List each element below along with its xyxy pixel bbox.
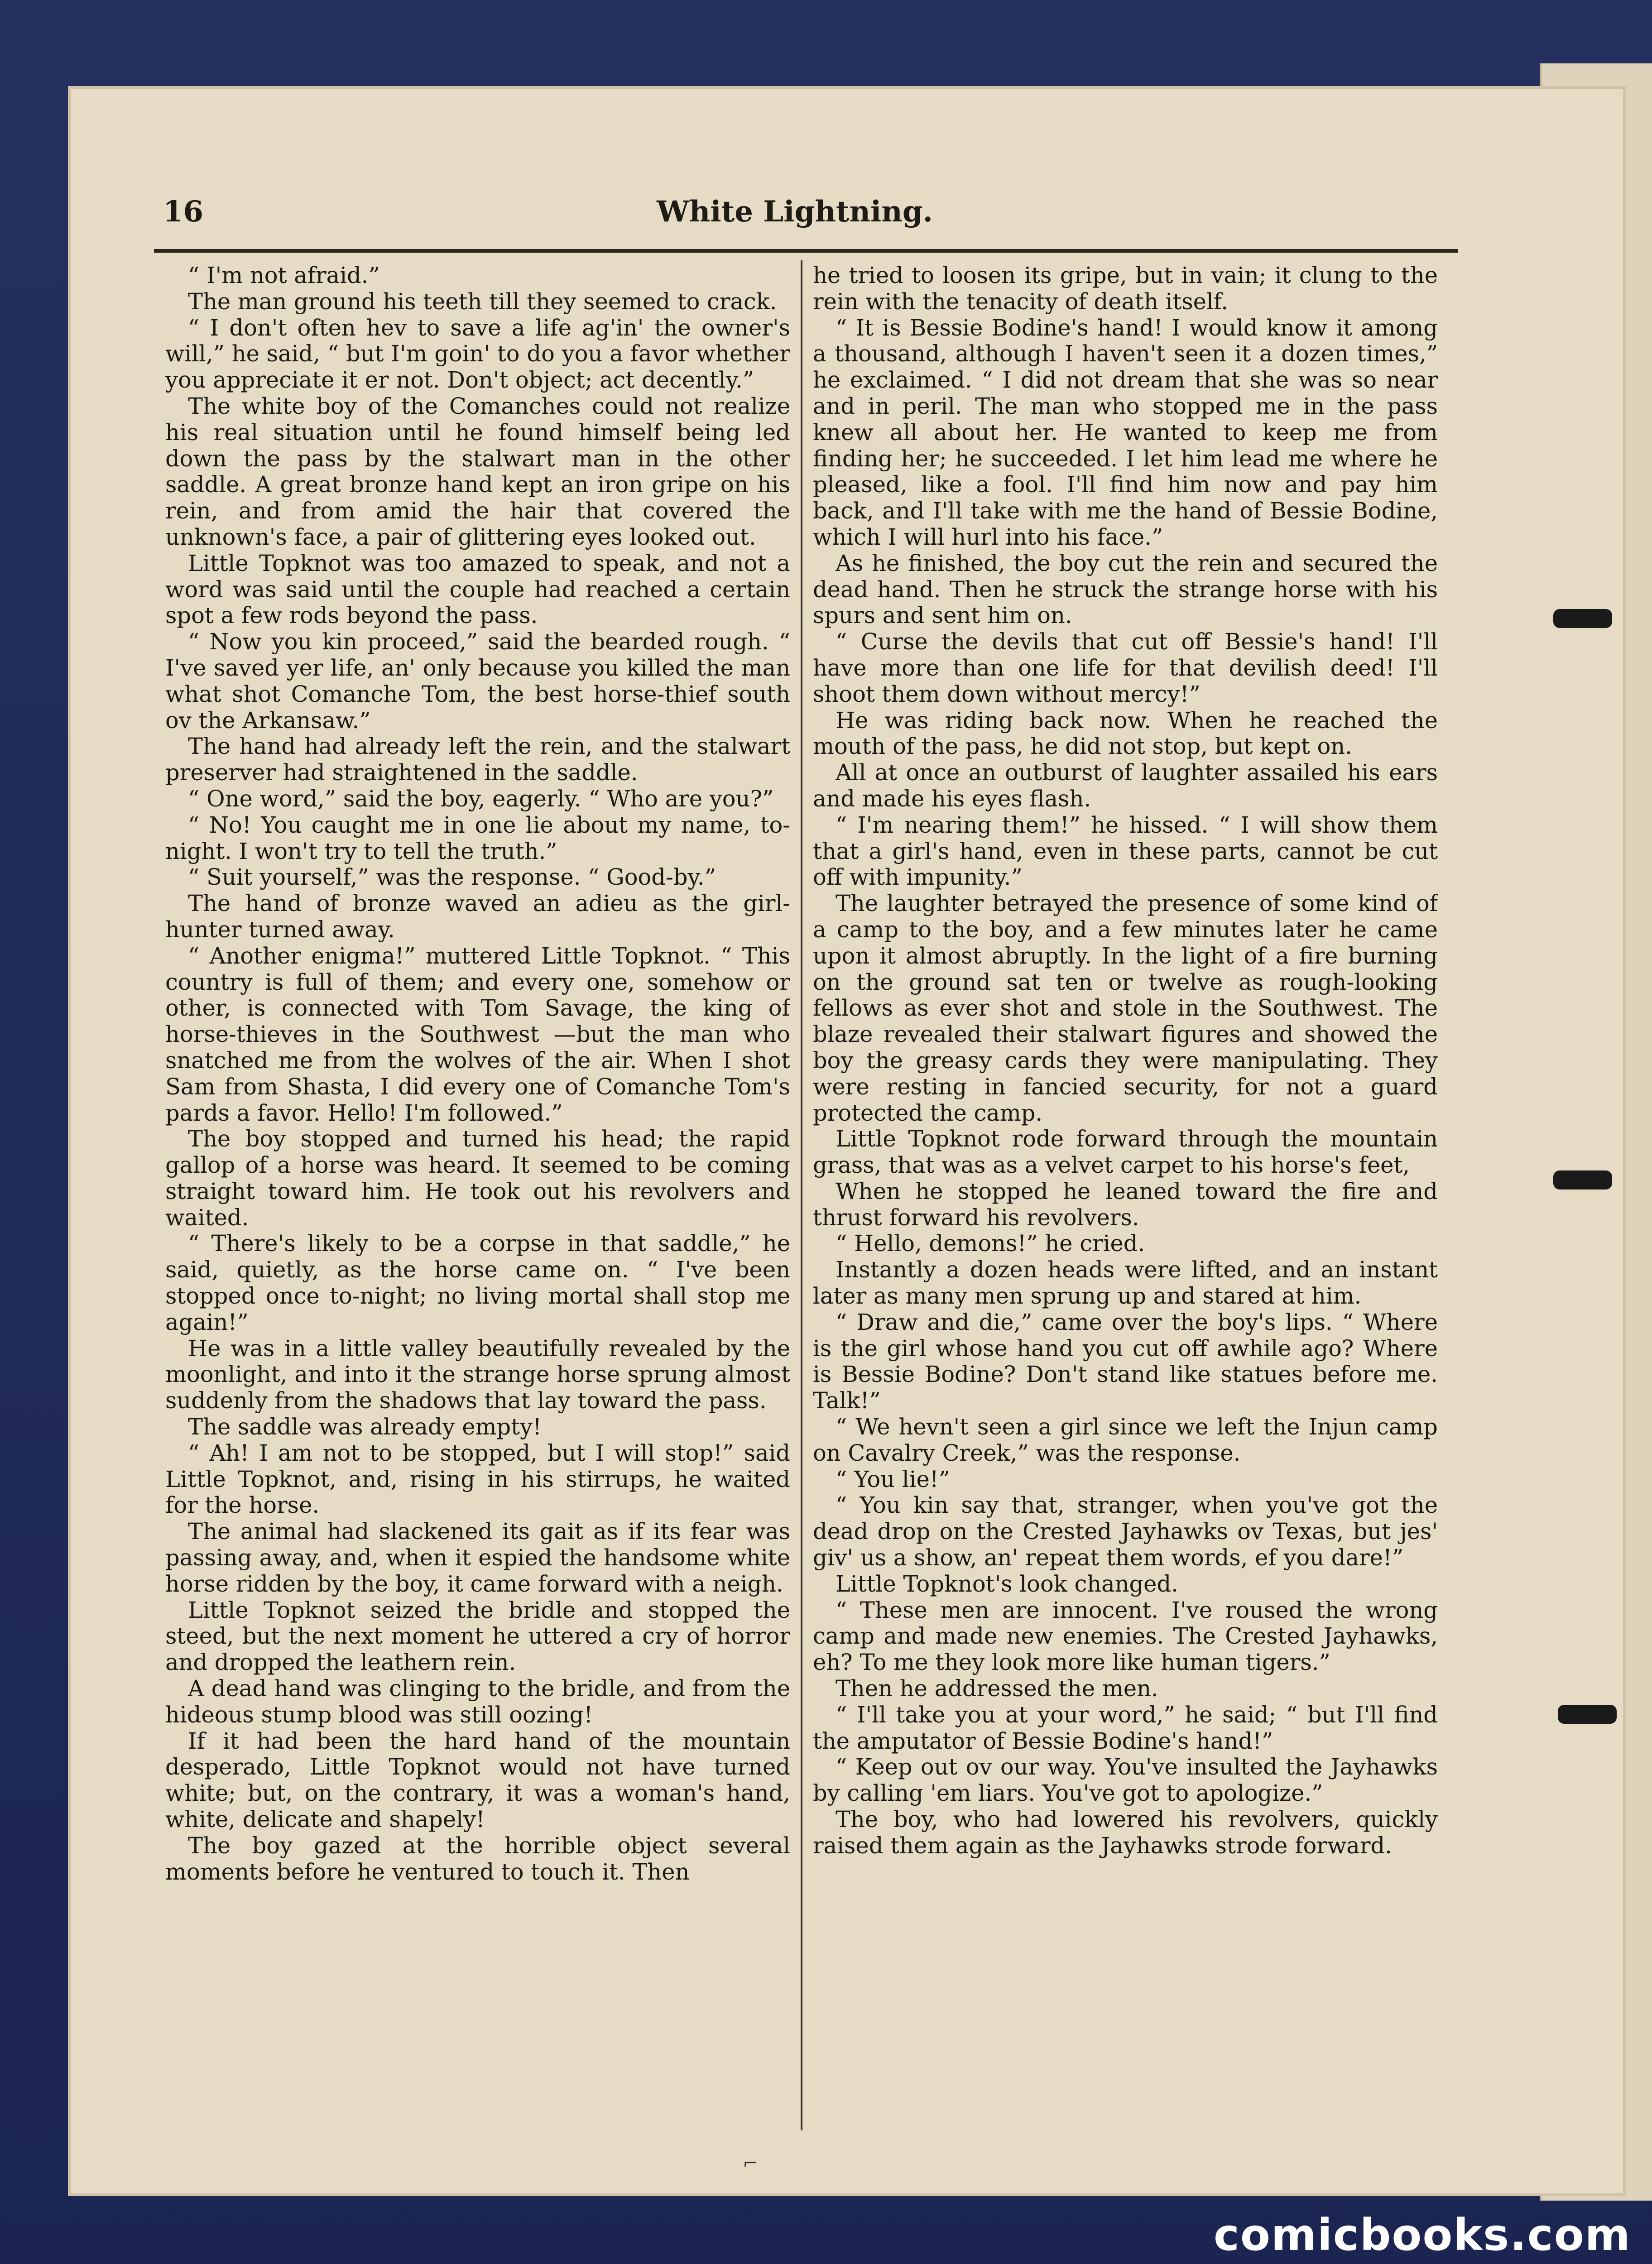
footer-ornament: ⌐ bbox=[743, 2153, 758, 2174]
binding-stitch-mark bbox=[1558, 1705, 1617, 1724]
paragraph: Little Topknot seized the bridle and stopped the steed, but the next moment he uttered a cry of horror and dropped the leathern rein. bbox=[165, 1597, 790, 1676]
paragraph: “ There's likely to be a corpse in that saddle,” he said, quietly, as the horse came on. “ I've been stopped once to-night; no living mortal shall stop me again!” bbox=[165, 1230, 790, 1335]
paragraph: “ I'll take you at your word,” he said; “ but I'll find the amputator of Bessie Bodine's hand!” bbox=[813, 1701, 1438, 1754]
page-header bbox=[91, 186, 1463, 245]
page-number: 16 bbox=[163, 195, 204, 229]
paragraph: When he stopped he leaned toward the fire and thrust forward his revolvers. bbox=[813, 1178, 1438, 1231]
column-divider bbox=[801, 260, 802, 2130]
paragraph: Little Topknot was too amazed to speak, and not a word was said until the couple had reached a certain spot a few rods beyond the pass. bbox=[165, 550, 790, 629]
paragraph: “ It is Bessie Bodine's hand! I would know it among a thousand, although I haven't seen it a dozen times,” he exclaimed. “ I did not dream that she was so near and in peril. The man who stopped me in the pass knew all about her. He wanted to keep me from finding her; he succeeded. I let him lead me where he pleased, like a fool. I'll find him now and pay him back, and I'll take with me the hand of Bessie Bodine, which I will hurl into his face.” bbox=[813, 314, 1438, 550]
paragraph: He was in a little valley beautifully revealed by the moonlight, and into it the strange horse sprung almost suddenly from the shadows that lay toward the pass. bbox=[165, 1335, 790, 1414]
paragraph: “ I'm not afraid.” bbox=[188, 263, 380, 288]
paragraph: All at once an outburst of laughter assailed his ears and made his eyes flash. bbox=[813, 759, 1438, 812]
paragraph: “ Hello, demons!” he cried. bbox=[836, 1230, 1145, 1257]
paragraph: The boy, who had lowered his revolvers, quickly raised them again as the Jayhawks strode forward. bbox=[813, 1806, 1438, 1859]
paragraph: The animal had slackened its gait as if its fear was passing away, and, when it espied the handsome white horse ridden by the boy, it came forward with a neigh. bbox=[165, 1518, 790, 1597]
paragraph: The saddle was already empty! bbox=[188, 1414, 542, 1440]
header-rule bbox=[154, 249, 1458, 253]
paragraph: As he finished, the boy cut the rein and secured the dead hand. Then he struck the strange horse with his spurs and sent him on. bbox=[813, 550, 1438, 629]
paragraph: The boy stopped and turned his head; the rapid gallop of a horse was heard. It seemed to be coming straight toward him. He took out his revolvers and waited. bbox=[165, 1126, 790, 1231]
paragraph: “ You lie!” bbox=[836, 1466, 950, 1492]
paragraph: “ These men are innocent. I've roused the wrong camp and made new enemies. The Crested Jayhawks, eh? To me they look more like human tigers.” bbox=[813, 1597, 1438, 1676]
binding-stitch-mark bbox=[1553, 609, 1612, 628]
running-title: White Lightning. bbox=[657, 195, 933, 229]
paragraph: The man ground his teeth till they seemed to crack. bbox=[188, 288, 777, 315]
paragraph: he tried to loosen its gripe, but in vain; it clung to the rein with the tenacity of death itself. bbox=[813, 263, 1438, 315]
paragraph: Little Topknot rode forward through the mountain grass, that was as a velvet carpet to his horse's feet, bbox=[813, 1126, 1438, 1179]
binding-stitch-mark bbox=[1553, 1170, 1612, 1190]
paragraph: Then he addressed the men. bbox=[836, 1675, 1158, 1702]
paragraph: A dead hand was clinging to the bridle, and from the hideous stump blood was still oozing! bbox=[165, 1675, 790, 1728]
paragraph: The white boy of the Comanches could not realize his real situation until he found himself being led down the pass by the stalwart man in the other saddle. A great bronze hand kept an iron gripe on his rein, and from amid the hair that covered the unknown's face, a pair of glittering eyes looked out. bbox=[165, 393, 790, 550]
paragraph: “ I don't often hev to save a life ag'in' the owner's will,” he said, “ but I'm goin' to do you a favor whether you appreciate it er not. Don't object; act decently.” bbox=[165, 314, 790, 393]
paragraph: “ We hevn't seen a girl since we left the Injun camp on Cavalry Creek,” was the response. bbox=[813, 1414, 1438, 1466]
paragraph: The hand had already left the rein, and the stalwart preserver had straightened in the saddle. bbox=[165, 733, 790, 786]
paragraph: “ No! You caught me in one lie about my name, to-night. I won't try to tell the truth.” bbox=[165, 811, 790, 864]
paragraph: “ Suit yourself,” was the response. “ Good-by.” bbox=[188, 864, 716, 891]
paragraph: “ Another enigma!” muttered Little Topknot. “ This country is full of them; and every one, somehow or other, is connected with Tom Savage, the king of horse-thieves in the Southwest —but the man who snatched me from the wolves of the air. When I shot Sam from Shasta, I did every one of Comanche Tom's pards a favor. Hello! I'm followed.” bbox=[165, 942, 790, 1126]
paragraph: Instantly a dozen heads were lifted, and an instant later as many men sprung up and stared at him. bbox=[813, 1257, 1438, 1309]
paragraph: “ Ah! I am not to be stopped, but I will stop!” said Little Topknot, and, rising in his stirrups, he waited for the horse. bbox=[165, 1439, 790, 1519]
paragraph: The laughter betrayed the presence of some kind of a camp to the boy, and a few minutes later he came upon it almost abruptly. In the light of a fire burning on the ground sat ten or twelve as rough-looking fellows as ever shot and stole in the Southwest. The blaze revealed their stalwart figures and showed the boy the greasy cards they were manipulating. They were resting in fancied security, for not a guard protected the camp. bbox=[813, 890, 1438, 1126]
paragraph: If it had been the hard hand of the mountain desperado, Little Topknot would not have turned white; but, on the contrary, it was a woman's hand, white, delicate and shapely! bbox=[165, 1727, 790, 1833]
paragraph: Little Topknot's look changed. bbox=[836, 1570, 1178, 1597]
paragraph: The hand of bronze waved an adieu as the girl-hunter turned away. bbox=[165, 890, 790, 943]
paragraph: He was riding back now. When he reached the mouth of the pass, he did not stop, but kept on. bbox=[813, 707, 1438, 760]
paragraph: “ Draw and die,” came over the boy's lips. “ Where is the girl whose hand you cut off awhile ago? Where is Bessie Bodine? Don't stand like statues before me. Talk!” bbox=[813, 1309, 1438, 1414]
paragraph: “ Curse the devils that cut off Bessie's hand! I'll have more than one life for that devilish deed! I'll shoot them down without mercy!” bbox=[813, 628, 1438, 707]
left-text-column bbox=[165, 263, 790, 2142]
watermark-text: comicbooks.com bbox=[1214, 2210, 1631, 2260]
paragraph: “ I'm nearing them!” he hissed. “ I will show them that a girl's hand, even in these parts, cannot be cut off with impunity.” bbox=[813, 811, 1438, 891]
paragraph: “ Keep out ov our way. You've insulted the Jayhawks by calling 'em liars. You've got to apologize.” bbox=[813, 1754, 1438, 1807]
right-text-column bbox=[813, 263, 1438, 2142]
paragraph: “ Now you kin proceed,” said the bearded rough. “ I've saved yer life, an' only because you killed the man what shot Comanche Tom, the best horse-thief south ov the Arkansaw.” bbox=[165, 628, 790, 734]
paragraph: “ You kin say that, stranger, when you've got the dead drop on the Crested Jayhawks ov Texas, but jes' giv' us a show, an' repeat them words, ef you dare!” bbox=[813, 1492, 1438, 1571]
paragraph: The boy gazed at the horrible object several moments before he ventured to touch it. Then bbox=[165, 1832, 790, 1885]
paragraph: “ One word,” said the boy, eagerly. “ Who are you?” bbox=[188, 785, 774, 812]
